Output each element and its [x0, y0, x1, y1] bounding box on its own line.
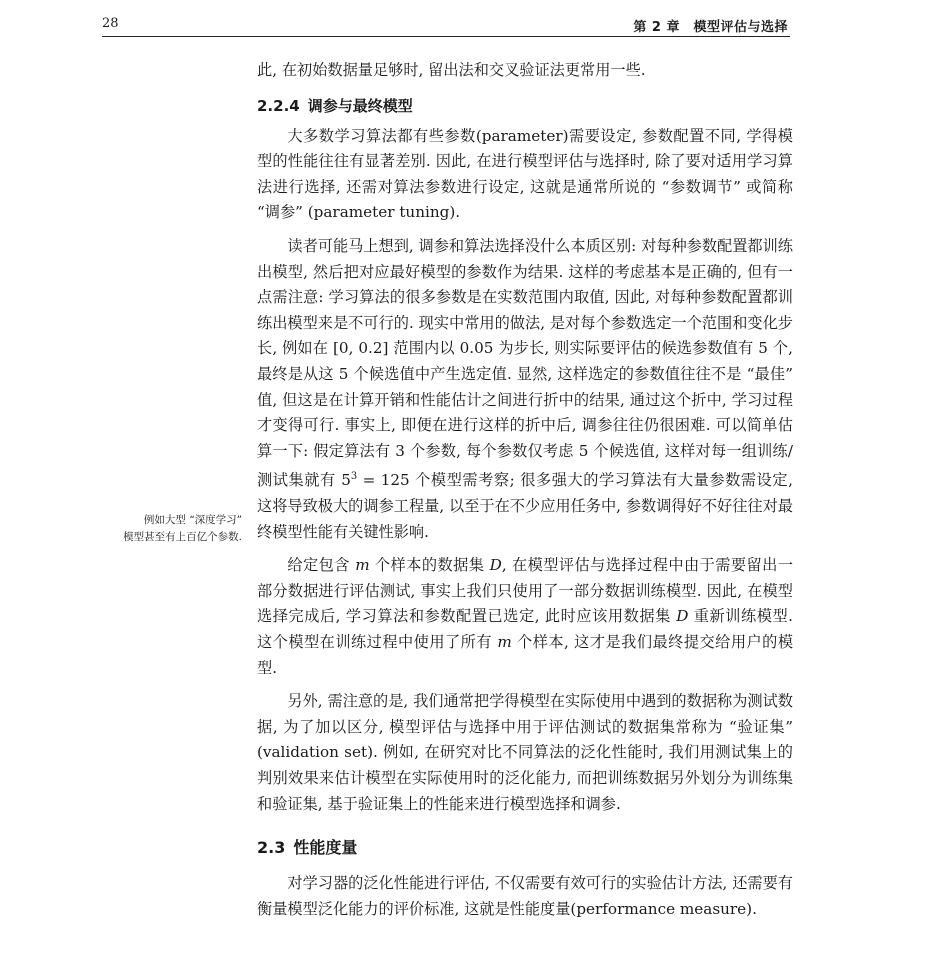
section-heading-2-3 [257, 835, 793, 861]
text-span: = 125 个模型需考察; 很多强大的学习算法有大量参数需设定, 这将导致极大的调参工程量, 以至于在不少应用任务中, 参数调得好不好往往对最终模型性能有关键性影响. [257, 471, 793, 541]
paragraph-validation-set: 另外, 需注意的是, 我们通常把学得模型在实际使用中遇到的数据称为测试数据, 为了加以区分, 模型评估与选择中用于评估测试的数据集常称为 “验证集” (validation set). 例如, 在研究对比不同算法的泛化性能时, 我们用测试集上的判别效果来估计模型在实际使用时的泛化能力, 而把训练数据另外划分为训练集和验证集, 基于验证集上的性能来进行模型选择和调参. [257, 692, 793, 813]
section-number: 2.3 [257, 838, 286, 858]
text-span: 个样本的数据集 [369, 556, 490, 575]
chapter-label: 第 2 章 [633, 20, 680, 35]
paragraph-performance-measure: 对学习器的泛化性能进行评估, 不仅需要有效可行的实验估计方法, 还需要有衡量模型泛化能力的评价标准, 这就是性能度量(performance measure). [257, 874, 793, 918]
text-span: 给定包含 [287, 556, 356, 575]
text-span: 个样本, 这才是我们最终提交给用户的模型. [257, 632, 794, 677]
margin-note-line-2: 模型甚至有上百亿个参数. [123, 531, 242, 543]
math-D: D [489, 556, 502, 575]
page-number: 28 [102, 16, 119, 31]
paragraph-final-model [257, 553, 793, 681]
superscript: 3 [350, 471, 358, 483]
margin-note [100, 512, 242, 546]
margin-note-line-1: 例如大型 “深度学习” [143, 514, 242, 526]
running-head [633, 16, 788, 35]
section-title: 性能度量 [293, 838, 358, 858]
main-text [257, 58, 793, 922]
math-m: m [497, 632, 512, 651]
page-header [102, 14, 790, 37]
chapter-title: 模型评估与选择 [693, 20, 788, 35]
text-span: , 在模型评估与选择过程中由于需要留出一部分数据进行评估测试, 事实上我们只使用了一部分数据训练模型. 因此, 在模型选择完成后, 学习算法和参数配置已选定, 此时应该用数据集 [257, 556, 794, 626]
math-D: D [676, 607, 689, 626]
math-m: m [355, 556, 370, 575]
paragraph-tuning-cost [257, 234, 793, 545]
section-title: 调参与最终模型 [307, 96, 413, 115]
text-span: 读者可能马上想到, 调参和算法选择没什么本质区别: 对每种参数配置都训练出模型, 然后把对应最好模型的参数作为结果. 这样的考虑基本是正确的, 但有一点需注意: 学习算法的很多参数是在实数范围内取值, 因此, 对每种参数配置都训练出模型来是不可行的. 现实中常用的做法, 是对每个参数选定一个范围和变化步长, 例如在 [0, 0.2] 范围内以 0.05 为步长, 则实际要评估的候选参数值有 5 个, 最终是从这 5 个候选值中产生选定值. 显然, 这样选定的参数值往往不是 “最佳” 值, 但这是在计算开销和性能估计之间进行折中的结果, 通过这个折中, 学习过程才变得可行. 事实上, 即便在进行这样的折中后, 调参往往仍很困难. 可以简单估算一下: 假定算法有 3 个参数, 每个参数仅考虑 5 个候选值, 这样对每一组训练/测试集就有 5 [257, 236, 793, 490]
paragraph-continuation: 此, 在初始数据量足够时, 留出法和交叉验证法更常用一些. [257, 61, 646, 79]
section-heading-2-2-4 [257, 94, 793, 118]
paragraph-parameters: 大多数学习算法都有些参数(parameter)需要设定, 参数配置不同, 学得模型的性能往往有显著差别. 因此, 在进行模型评估与选择时, 除了要对适用学习算法进行选择, 还需对算法参数进行设定, 这就是通常所说的 “参数调节” 或简称 “调参” (parameter tuning). [257, 126, 793, 222]
section-number: 2.2.4 [257, 96, 300, 115]
text-span: 重新训练模型. 这个模型在训练过程中使用了所有 [257, 607, 794, 651]
